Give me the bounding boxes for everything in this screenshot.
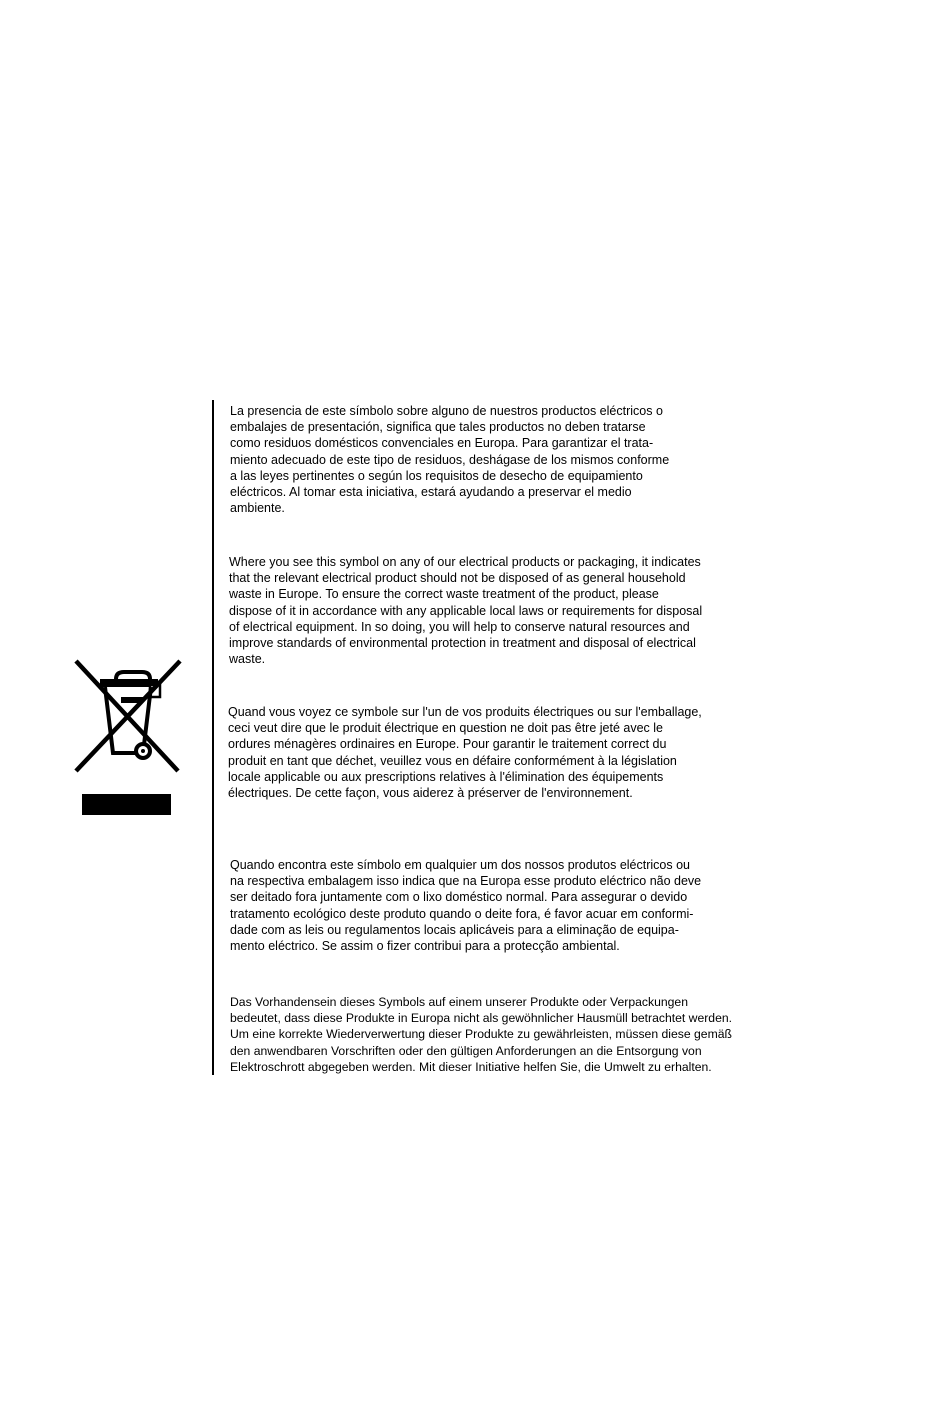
crossed-out-wheelie-bin-icon [70,655,186,775]
disposal-notice-german: Das Vorhandensein dieses Symbols auf einem unserer Produkte oder Verpackungen bedeutet, dass diese Produkte in Europa nicht als gewöhnlicher Hausmüll betrachtet werden. Um eine korrekte Wiederverwertung dieser Produkte zu gewährleisten, müssen diese gemäß den anwendbaren Vorschriften oder den gültigen Anforderungen an die Entsorgung von Elektroschrott abgegeben werden. Mit dieser Initiative helfen Sie, die Umwelt zu erhalten. [230,995,733,1074]
disposal-notice-english: Where you see this symbol on any of our electrical products or packaging, it indicates that the relevant electrical product should not be disposed of as general household waste in Europe. To ensure the correct waste treatment of the product, please dispose of it in accordance with any applicable local laws or requirements for disposal of electrical equipment. In so doing, you will help to conserve natural resources and improve standards of environmental protection in treatment and disposal of electrical waste. [229,555,703,667]
disposal-notice-french: Quand vous voyez ce symbole sur l'un de vos produits électriques ou sur l'emballage, ceci veut dire que le produit électrique en question ne doit pas être jeté avec le ordures ménagères ordinaires en Europe. Pour garantir le traitement correct du produit en tant que déchet, veuillez vous en défaire conformément à la législation locale applicable ou aux prescriptions relatives à l'élimination des équipements électriques. De cette façon, vous aiderez à préserver de l'environnement. [228,705,702,801]
vertical-divider [212,400,214,1075]
disposal-notice-portuguese: Quando encontra este símbolo em qualquier um dos nossos produtos eléctricos ou na respectiva embalagem isso indica que na Europa esse produto eléctrico não deve ser deitado fora juntamente com o lixo doméstico normal. Para assegurar o devido tratamento ecológico deste produto quando o deite fora, é favor acuar em conformi- dade com as leis ou regulamentos locais aplicáveis para a eliminação de equipa- mento eléctrico. Se assim o fizer contribui para a protecção ambiental. [230,858,702,954]
disposal-notice-spanish: La presencia de este símbolo sobre alguno de nuestros productos eléctricos o embalajes de presentación, significa que tales productos no deben tratarse como residuos domésticos convenciales en Europa. Para garantizar el trata- miento adecuado de este tipo de residuos, deshágase de los mismos conforme a las leyes pertinentes o según los requisitos de desecho de equipamiento eléctricos. Al tomar esta iniciativa, estará ayudando a preservar el medio ambiente. [230,404,670,516]
weee-underline-bar [82,794,171,815]
